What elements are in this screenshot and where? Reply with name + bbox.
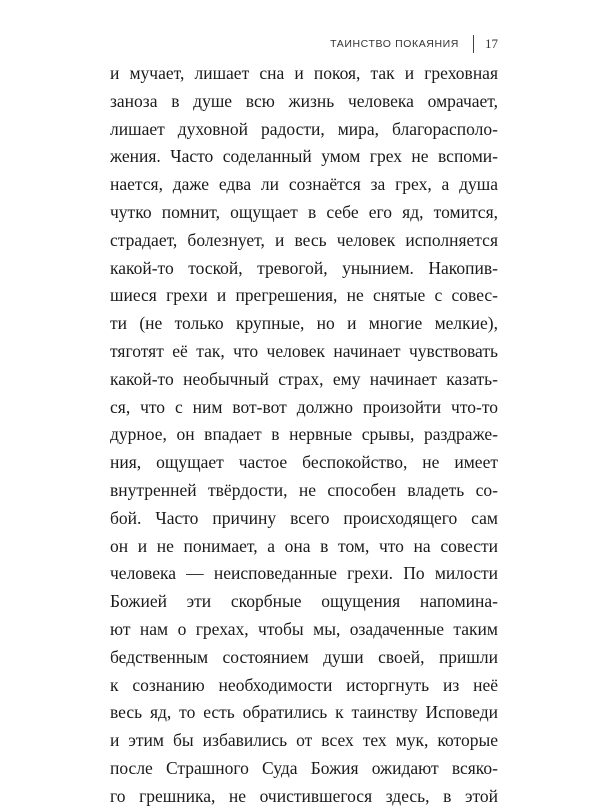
text-line: и мучает, лишает сна и покоя, так и греховная: [110, 63, 498, 83]
text-line: страдает, болезнует, и весь человек исполняется: [110, 229, 498, 250]
text-line: и этим бы избавились от всех тех мук, которые: [110, 730, 498, 751]
text-line: чутко помнит, ощущает в себе его яд, томится,: [110, 201, 498, 222]
text-line: ся, что с ним вот-вот должно произойти что-то: [110, 396, 498, 417]
chapter-title: ТАИНСТВО ПОКАЯНИЯ: [330, 38, 459, 50]
text-line: внутренней твёрдости, не способен владеть со-: [110, 479, 498, 500]
text-line: какой-то необычный страх, ему начинает казать-: [110, 368, 498, 389]
text-line: шиеся грехи и прегрешения, не снятые с совес-: [110, 285, 498, 306]
text-line: к сознанию необходимости исторгнуть из неё: [110, 674, 498, 695]
text-line: он и не понимает, а она в том, что на совести: [110, 535, 498, 556]
text-line: жения. Часто соделанный умом грех не вспоми-: [110, 146, 498, 167]
text-line: ния, ощущает частое беспокойство, не имеет: [110, 452, 498, 473]
text-line: бой. Часто причину всего происходящего сам: [110, 507, 498, 528]
text-line: ти (не только крупные, но и многие мелкие),: [110, 313, 498, 334]
header-divider: [473, 35, 474, 53]
text-line: тяготят её так, что человек начинает чувствовать: [110, 340, 498, 361]
text-line: бедственным состоянием души своей, пришли: [110, 646, 498, 667]
text-line: заноза в душе всю жизнь человека омрачает,: [110, 90, 498, 111]
text-line: лишает духовной радости, мира, благорасполо-: [110, 118, 498, 139]
text-line: Божией эти скорбные ощущения напомина-: [110, 591, 498, 612]
text-line: какой-то тоской, тревогой, унынием. Накопив-: [110, 257, 498, 278]
body-text: [110, 60, 498, 811]
text-line: ют нам о грехах, чтобы мы, озадаченные таким: [110, 618, 498, 639]
page-number: 17: [485, 36, 498, 51]
text-line: нается, даже едва ли сознаётся за грех, а душа: [110, 174, 498, 195]
text-line: человека — неисповеданные грехи. По милости: [110, 563, 498, 584]
text-line: дурное, он впадает в нервные срывы, раздраже-: [110, 424, 498, 445]
running-header: [330, 33, 498, 55]
text-line: весь яд, то есть обратились к таинству Исповеди: [110, 702, 498, 723]
text-line: го грешника, не очистившегося здесь, в этой: [110, 785, 498, 806]
text-line: после Страшного Суда Божия ожидают всяко-: [110, 757, 498, 778]
